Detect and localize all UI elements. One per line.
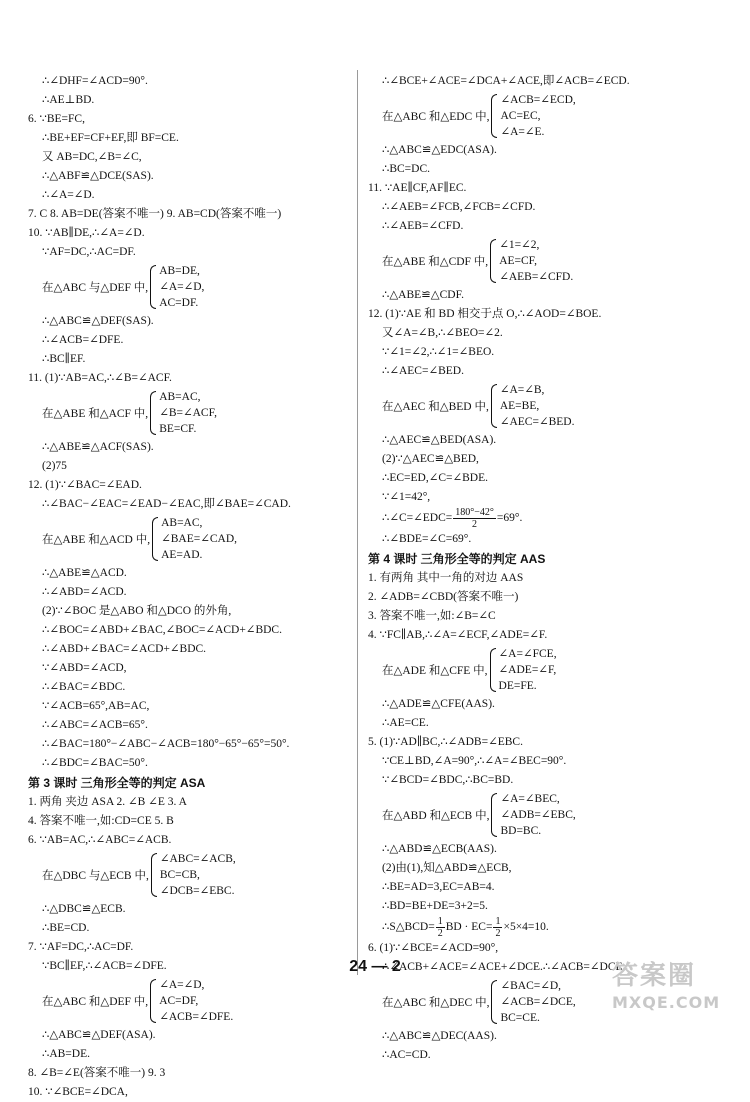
brace-symbol (151, 853, 157, 897)
text-line: (2)75 (42, 460, 67, 472)
condition-list (499, 646, 557, 694)
brace-symbol (491, 94, 497, 138)
condition-group (28, 263, 350, 311)
fraction (436, 916, 445, 939)
text-line: ∴AE=CE. (382, 717, 429, 729)
condition-list (160, 851, 236, 899)
condition-item: AE=CF, (499, 255, 538, 267)
text-line: ∴△ABC≌△DEF(ASA). (42, 1029, 156, 1041)
text-line: 4. 答案不唯一,如:CD=CE 5. B (28, 815, 174, 827)
text-line: ∴△AEC≌△BED(ASA). (382, 434, 497, 446)
text-line: (2)∵∠BOC 是△ABO 和△DCO 的外角, (42, 605, 232, 617)
text-line: ∵CE⊥BD,∠A=90°,∴∠A=∠BEC=90°. (382, 755, 567, 767)
condition-item: AE=BE, (499, 400, 540, 412)
brace-symbol (150, 979, 156, 1023)
condition-intro: 在△ABE 和△CDF 中, (382, 256, 489, 268)
text-line: ∴BC∥EF. (42, 353, 86, 365)
condition-group (28, 389, 350, 437)
condition-item: ∠AEC=∠BED. (499, 416, 575, 428)
watermark-text-url: MXQE.COM (612, 993, 721, 1012)
text-line: ∵∠ABD=∠ACD, (42, 662, 127, 674)
text-line: ∴△ABC≌△DEF(SAS). (42, 315, 154, 327)
text-line: ∵BC∥EF,∴∠ACB=∠DFE. (42, 960, 167, 972)
text-line: 7. ∵AF=DC,∴AC=DF. (28, 941, 134, 953)
condition-item: BE=CF. (159, 423, 197, 435)
text-line: ∵∠1=∠2,∴∠1=∠BEO. (382, 346, 495, 358)
text-line: ∴∠DHF=∠ACD=90°. (42, 75, 148, 87)
watermark-logo (612, 960, 740, 1030)
text-line: ∴∠ABD+∠BAC=∠ACD+∠BDC. (42, 643, 207, 655)
condition-group (368, 237, 728, 285)
text-line: 3. 答案不唯一,如:∠B=∠C (368, 610, 496, 622)
condition-list (159, 263, 204, 311)
condition-intro: 在△ABC 和△EDC 中, (382, 111, 490, 123)
text-line: ∴AB=DE. (42, 1048, 90, 1060)
text-line: ∴△ADE≌△CFE(AAS). (382, 698, 495, 710)
condition-item: AE=AD. (161, 549, 203, 561)
fraction-numerator: 180°−42° (455, 507, 494, 518)
condition-item: ∠ACB=∠DCE, (500, 996, 576, 1008)
text-line: 2. ∠ADB=∠CBD(答案不唯一) (368, 591, 519, 603)
condition-item: ∠A=∠BEC, (500, 793, 560, 805)
condition-list (499, 237, 573, 285)
condition-item: AB=DE, (159, 265, 200, 277)
text-line: ∴∠ABD=∠ACD. (42, 586, 127, 598)
condition-intro: 在△ABE 和△ACD 中, (42, 534, 151, 546)
condition-item: BC=CE. (500, 1012, 540, 1024)
text-line: 1. 有两角 其中一角的对边 AAS (368, 572, 524, 584)
right-column (368, 72, 728, 1065)
fraction-denominator: 2 (472, 519, 478, 530)
condition-item: ∠AEB=∠CFD. (499, 271, 574, 283)
text-line: ∴△ABE≌△CDF. (382, 289, 464, 301)
text-line: 4. ∵FC∥AB,∴∠A=∠ECF,∠ADE=∠F. (368, 629, 548, 641)
text-line: ∴△ABC≌△DEC(AAS). (382, 1030, 497, 1042)
watermark-text-cn: 答案圈 (612, 961, 697, 991)
condition-item: ∠BAE=∠CAD, (161, 533, 238, 545)
brace-symbol (491, 384, 497, 428)
text-line: 又∠A=∠B,∴∠BEO=∠2. (382, 327, 503, 339)
text-line: ∴AE⊥BD. (42, 94, 95, 106)
condition-item: ∠BAC=∠D, (500, 980, 562, 992)
text-line: ∴BE+EF=CF+EF,即 BF=CE. (42, 132, 179, 144)
text-line: ∵∠1=42°, (382, 491, 431, 503)
text-line: ∴△ABE≌△ACF(SAS). (42, 441, 154, 453)
text-line: ∵∠BCD=∠BDC,∴BC=BD. (382, 774, 514, 786)
formula-line: ∴S△BCD= $\frac{1}{2}$ BD · EC= $\frac{1}{2}$ ×5×4=10. (382, 916, 549, 939)
text-line: ∴BE=AD=3,EC=AB=4. (382, 881, 495, 893)
condition-group (368, 382, 728, 430)
text-line: ∴∠ABC=∠ACB=65°. (42, 719, 148, 731)
text-line: ∴∠BAC=180°−∠ABC−∠ACB=180°−65°−65°=50°. (42, 738, 290, 750)
condition-group (28, 977, 350, 1025)
brace-symbol (490, 239, 496, 283)
brace-symbol (491, 980, 497, 1024)
condition-intro: 在△ADE 和△CFE 中, (382, 665, 488, 677)
fraction (493, 916, 502, 939)
text-line: ∴BD=BE+DE=3+2=5. (382, 900, 488, 912)
text-line: ∴∠BDC=∠BAC=50°. (42, 757, 148, 769)
condition-intro: 在△AEC 和△BED 中, (382, 401, 489, 413)
brace-symbol (150, 265, 156, 309)
fraction-denominator: 2 (495, 928, 501, 939)
condition-list (500, 978, 575, 1026)
page-number: 24 — 2 (349, 958, 401, 975)
condition-intro: 在△ABE 和△ACF 中, (42, 408, 149, 420)
left-column (28, 72, 350, 1102)
condition-item: AC=DF. (159, 297, 199, 309)
condition-intro: 在△ABD 和△ECB 中, (382, 810, 490, 822)
text-line: 10. ∵AB∥DE,∴∠A=∠D. (28, 227, 145, 239)
condition-item: AB=AC, (159, 391, 201, 403)
condition-item: ∠A=∠FCE, (498, 648, 557, 660)
condition-item: ∠A=∠E. (500, 126, 545, 138)
condition-group (368, 92, 728, 140)
condition-list (159, 977, 233, 1025)
condition-list (500, 92, 575, 140)
condition-item: ∠A=∠D, (159, 979, 205, 991)
text-line: 1. 两角 夹边 ASA 2. ∠B ∠E 3. A (28, 796, 187, 808)
condition-item: ∠B=∠ACF, (159, 407, 217, 419)
text-line: ∴BE=CD. (42, 922, 90, 934)
fraction-denominator: 2 (437, 928, 443, 939)
condition-group (28, 515, 350, 563)
condition-group (368, 646, 728, 694)
text-line: ∵∠ACB=65°,AB=AC, (42, 700, 150, 712)
text-line: 6. ∵BE=FC, (28, 113, 85, 125)
fraction (453, 507, 496, 530)
text-line: 6. (1)∵∠BCE=∠ACD=90°, (368, 942, 499, 954)
condition-item: AC=EC, (500, 110, 541, 122)
text-line: ∴∠BCE+∠ACE=∠DCA+∠ACE,即∠ACB=∠ECD. (382, 75, 630, 87)
condition-item: ∠ACB=∠DFE. (159, 1011, 234, 1023)
text-line: 又 AB=DC,∠B=∠C, (42, 151, 142, 163)
brace-symbol (491, 793, 497, 837)
fraction-numerator: 1 (495, 916, 501, 927)
text-line: ∴∠AEB=∠FCB,∠FCB=∠CFD. (382, 201, 536, 213)
text-line: ∴AC=CD. (382, 1049, 431, 1061)
condition-intro: 在△ABC 与△DEF 中, (42, 282, 149, 294)
text-line: ∴BC=DC. (382, 163, 430, 175)
text-line: 10. ∵∠BCE=∠DCA, (28, 1086, 128, 1098)
condition-item: BC=CB, (159, 869, 200, 881)
text-line: ∴∠BAC=∠BDC. (42, 681, 126, 693)
text-line: (2)由(1),知△ABD≌△ECB, (382, 862, 512, 874)
condition-item: ∠DCB=∠EBC. (159, 885, 235, 897)
text-line: ∵AF=DC,∴AC=DF. (42, 246, 136, 258)
condition-item: ∠1=∠2, (499, 239, 540, 251)
condition-list (159, 389, 217, 437)
text-line: 11. ∵AE∥CF,AF∥EC. (368, 182, 467, 194)
condition-list (500, 791, 575, 839)
condition-intro: 在△ABC 和△DEC 中, (382, 997, 490, 1009)
condition-item: AC=DF, (159, 995, 199, 1007)
fraction-numerator: 1 (437, 916, 443, 927)
section-heading: 第 3 课时 三角形全等的判定 ASA (28, 776, 206, 790)
text-line: ∴EC=ED,∠C=∠BDE. (382, 472, 489, 484)
text-line: ∴△ABC≌△EDC(ASA). (382, 144, 497, 156)
text-line: ∴∠AEC=∠BED. (382, 365, 464, 377)
condition-item: ∠ADB=∠EBC, (500, 809, 576, 821)
brace-symbol (152, 517, 158, 561)
condition-item: BD=BC. (500, 825, 542, 837)
condition-item: DE=FE. (498, 680, 537, 692)
condition-list (161, 515, 237, 563)
condition-item: ∠ABC=∠ACB, (159, 853, 236, 865)
text-line: ∴∠BDE=∠C=69°. (382, 533, 472, 545)
text-line: ∴△ABF≌△DCE(SAS). (42, 170, 154, 182)
text-line: ∴∠A=∠D. (42, 189, 95, 201)
text-line: ∴∠BAC−∠EAC=∠EAD−∠EAC,即∠BAE=∠CAD. (42, 498, 291, 510)
condition-item: ∠A=∠B, (499, 384, 545, 396)
text-line: ∴∠AEB=∠CFD. (382, 220, 464, 232)
text-line: 6. ∵AB=AC,∴∠ABC=∠ACB. (28, 834, 172, 846)
text-line: ∴△ABD≌△ECB(AAS). (382, 843, 497, 855)
text-line: 7. C 8. AB=DE(答案不唯一) 9. AB=CD(答案不唯一) (28, 208, 282, 220)
formula-line: ∴∠C=∠EDC= $\frac{180^\circ-42^\circ}{2}$ =69°. (382, 507, 523, 530)
text-line: ∴△DBC≌△ECB. (42, 903, 126, 915)
text-line: (2)∵△AEC≌△BED, (382, 453, 479, 465)
condition-list (500, 382, 575, 430)
text-line: 11. (1)∵AB=AC,∴∠B=∠ACF. (28, 372, 172, 384)
text-line: 8. ∠B=∠E(答案不唯一) 9. 3 (28, 1067, 166, 1079)
condition-item: AB=AC, (161, 517, 203, 529)
text-line: ∴△ABE≌△ACD. (42, 567, 127, 579)
text-line: ∴∠BOC=∠ABD+∠BAC,∠BOC=∠ACD+∠BDC. (42, 624, 282, 636)
text-line: ∴∠ACB+∠ACE=∠ACE+∠DCE.∴∠ACB=∠DCE. (382, 961, 626, 973)
text-line: ∴∠ACB=∠DFE. (42, 334, 124, 346)
brace-symbol (150, 391, 156, 435)
condition-item: ∠ACB=∠ECD, (500, 94, 576, 106)
condition-intro: 在△ABC 和△DEF 中, (42, 996, 149, 1008)
condition-group (368, 791, 728, 839)
text-line: 5. (1)∵AD∥BC,∴∠ADB=∠EBC. (368, 736, 523, 748)
section-heading: 第 4 课时 三角形全等的判定 AAS (368, 552, 546, 566)
condition-item: ∠ADE=∠F, (498, 664, 557, 676)
condition-item: ∠A=∠D, (159, 281, 205, 293)
text-line: 12. (1)∵AE 和 BD 相交于点 O,∴∠AOD=∠BOE. (368, 308, 602, 320)
column-divider (357, 70, 358, 975)
brace-symbol (490, 648, 496, 692)
condition-group (28, 851, 350, 899)
text-line: 12. (1)∵∠BAC=∠EAD. (28, 479, 142, 491)
condition-intro: 在△DBC 与△ECB 中, (42, 870, 149, 882)
